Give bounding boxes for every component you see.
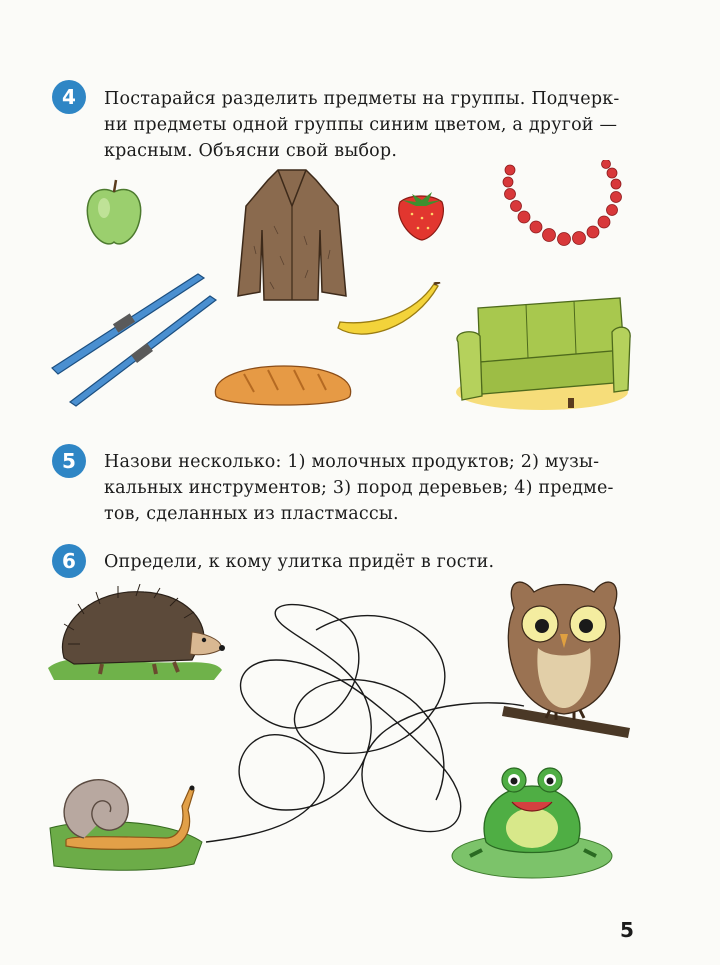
task-text-line: Определи, к кому улитка придёт в гости. [104, 552, 495, 572]
task-text-line: Постарайся разделить предметы на группы. Подчерк- [104, 89, 620, 109]
task-text-line: тов, сделанных из пластмассы. [104, 504, 399, 524]
task-text-line: Назови несколько: 1) молочных продуктов; 2) музы- [104, 452, 600, 472]
task-4-text [104, 86, 636, 164]
task-number-badge: 6 [52, 544, 86, 578]
page-number: 5 [620, 918, 634, 942]
apple-illustration [78, 178, 150, 250]
task-5-text [104, 449, 636, 527]
task-text-line: красным. Объясни свой выбор. [104, 141, 398, 161]
banana-illustration [334, 282, 442, 342]
bead-necklace-illustration [496, 160, 636, 260]
frog-illustration [446, 766, 616, 882]
task-number-badge: 5 [52, 444, 86, 478]
sofa-illustration [450, 292, 632, 416]
strawberry-illustration [392, 188, 452, 242]
task-text-line: кальных инструментов; 3) пород деревьев; 4) предме- [104, 478, 614, 498]
skis-illustration [48, 268, 218, 408]
task-6-text [104, 549, 636, 575]
fur-coat-illustration [234, 166, 350, 306]
snail-illustration [46, 766, 206, 876]
loaf-of-bread-illustration [208, 362, 358, 412]
task-number-badge: 4 [52, 80, 86, 114]
task-text-line: ни предметы одной группы синим цветом, а другой — [104, 115, 618, 135]
